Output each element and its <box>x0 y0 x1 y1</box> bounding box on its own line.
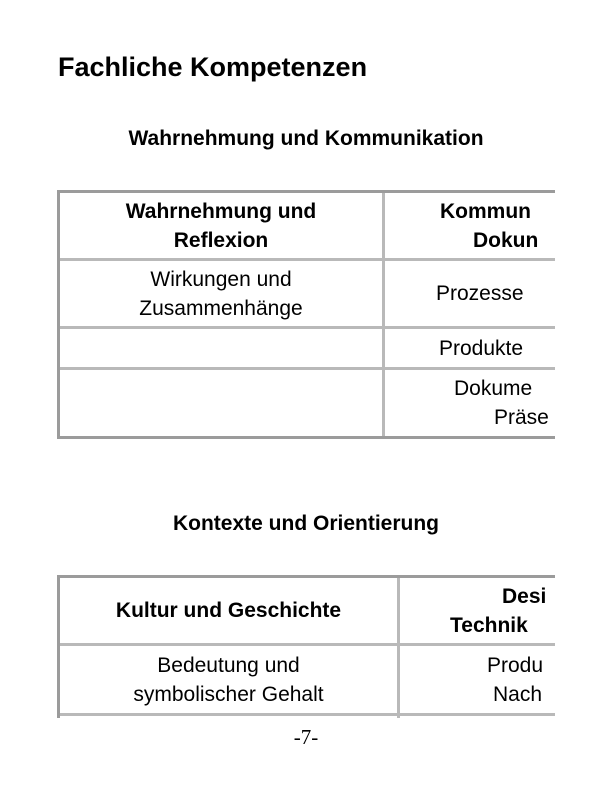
table-cell <box>400 716 555 718</box>
header-line: Kommun <box>440 199 531 223</box>
page-number: -7- <box>293 725 319 749</box>
cell-line: Prozesse <box>436 282 524 305</box>
cell-line: Produkte <box>439 336 524 360</box>
cell-line: Bedeutung und <box>157 653 300 677</box>
table-cell <box>60 329 385 370</box>
table-cell <box>385 261 555 329</box>
cell-line: Zusammenhänge <box>139 296 303 320</box>
table-row <box>60 329 555 370</box>
header-line: Wahrnehmung und <box>125 199 317 223</box>
table-row <box>60 646 555 716</box>
header-line: Dokun <box>473 228 539 252</box>
header-cell <box>385 193 555 261</box>
table-cell <box>400 646 555 716</box>
table-kontexte <box>57 575 555 718</box>
header-cell <box>60 578 400 646</box>
table-row <box>60 261 555 329</box>
cell-line: Präse <box>494 406 549 429</box>
table-cell <box>60 370 385 436</box>
cell-line: Nach <box>493 682 543 706</box>
table-wahrnehmung <box>57 190 555 439</box>
cell-line: Dokume <box>454 377 533 400</box>
section-title-kontexte: Kontexte und Orientierung <box>172 512 439 535</box>
header-line: Kultur und Geschichte <box>115 599 342 622</box>
table-header-row <box>60 193 555 261</box>
table-cell <box>385 329 555 370</box>
page-title: Fachliche Kompetenzen <box>58 52 368 82</box>
table-row <box>60 370 555 436</box>
header-cell <box>400 578 555 646</box>
table-wahrnehmung-container <box>57 190 555 439</box>
cell-line: Produ <box>487 653 544 677</box>
table-cell <box>60 261 385 329</box>
table-cell <box>385 370 555 436</box>
table-cell <box>60 646 400 716</box>
table-cell <box>60 716 400 718</box>
header-line: Reflexion <box>173 228 269 252</box>
header-line: Technik <box>450 613 528 637</box>
table-kontexte-container <box>57 575 555 718</box>
header-line: Desi <box>502 584 547 608</box>
cell-line: symbolischer Gehalt <box>133 682 324 706</box>
table-header-row <box>60 578 555 646</box>
table-row <box>60 716 555 718</box>
cell-line: Wirkungen und <box>150 267 292 291</box>
section-title-wahrnehmung: Wahrnehmung und Kommunikation <box>128 127 484 150</box>
header-cell <box>60 193 385 261</box>
